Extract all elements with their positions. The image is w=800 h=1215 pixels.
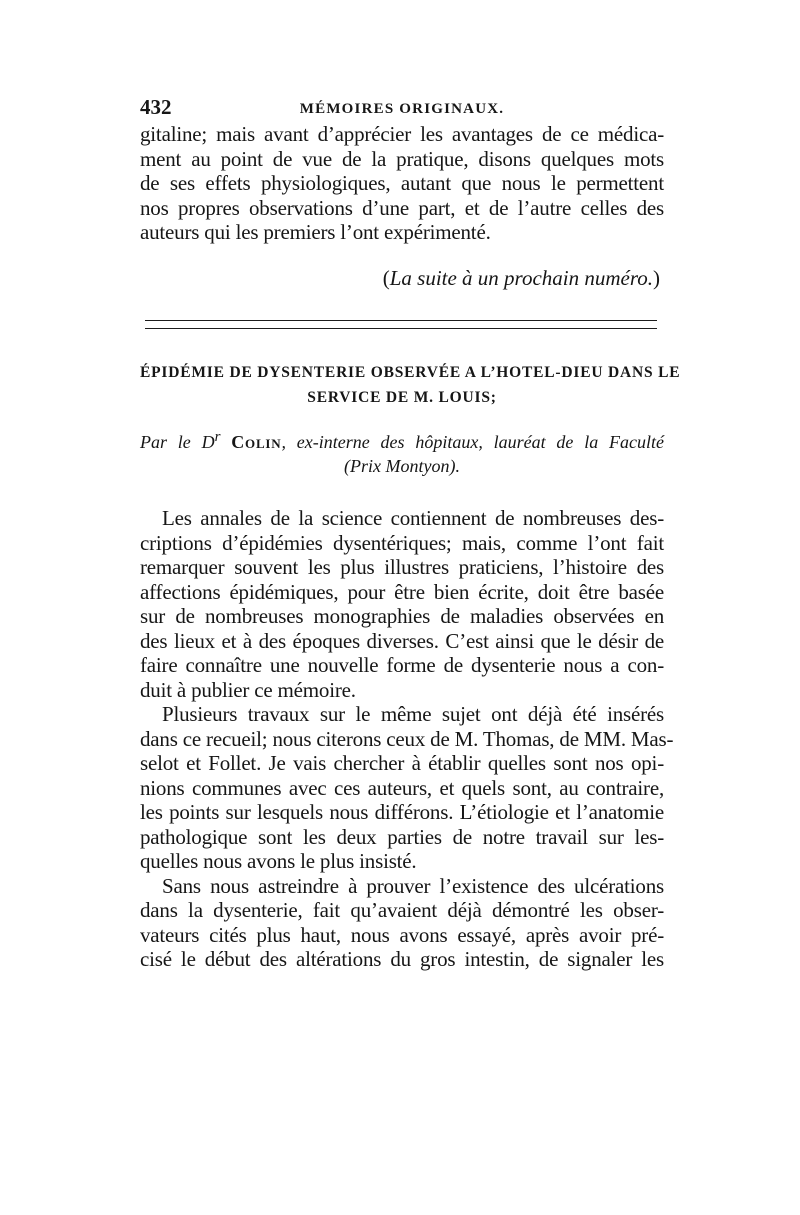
text-line: nions communes avec ces auteurs, et quels sont, au contraire, (140, 775, 664, 800)
text-line: nos propres observations d’une part, et de l’autre celles des (140, 195, 664, 220)
text-line: faire connaître une nouvelle forme de dysenterie nous a con- (140, 653, 664, 677)
article-title-line-1: ÉPIDÉMIE DE DYSENTERIE OBSERVÉE A L’HOTEL-DIEU DANS LE (140, 364, 681, 381)
text-line: affections épidémiques, pour être bien écrite, doit être basée (140, 579, 664, 604)
paragraph (140, 874, 664, 972)
text-line: quelles nous avons le plus insisté. (140, 849, 417, 873)
to-be-continued-note (140, 266, 664, 291)
continued-text (140, 122, 664, 245)
byline-prize: (Prix Montyon). (344, 456, 460, 476)
text-line: des lieux et à des époques diverses. C’est ainsi que le désir de (140, 628, 664, 653)
open-paren: ( (382, 265, 390, 290)
text-line: criptions d’épidémies dysentériques; mais, comme l’ont fait (140, 530, 664, 555)
text-line: duit à publier ce mémoire. (140, 677, 356, 702)
byline (140, 425, 664, 454)
author-name: Colin (231, 432, 282, 452)
text-line: pathologique sont les deux parties de notre travail sur les- (140, 824, 664, 849)
article-title-line-2: SERVICE DE M. LOUIS; (307, 389, 497, 406)
byline-prefix: Par le D (140, 432, 215, 452)
text-line: selot et Follet. Je vais chercher à établir quelles sont nos opi- (140, 751, 664, 775)
text-line: dans la dysenterie, fait qu’avaient déjà démontré les obser- (140, 898, 664, 922)
text-line: sur de nombreuses monographies de maladies observées en (140, 604, 664, 628)
article-body (140, 506, 674, 972)
text-line: Sans nous astreindre à prouver l’existence des ulcérations (162, 873, 664, 898)
section-divider (145, 320, 657, 329)
text-line: vateurs cités plus haut, nous avons essayé, après avoir pré- (140, 922, 664, 947)
text-line: Les annales de la science contiennent de nombreuses des- (162, 506, 664, 530)
journal-title: MÉMOIRES ORIGINAUX. (299, 101, 505, 117)
byline-suffix: , ex-interne des hôpitaux, lauréat de la Faculté (281, 432, 665, 452)
text-line: de ses effets physiologiques, autant que nous le permettent (140, 171, 664, 195)
text-line: gitaline; mais avant d’apprécier les avantages de ce médica- (140, 122, 664, 146)
text-line: auteurs qui les premiers l’ont expérimenté. (140, 220, 491, 244)
text-line: Plusieurs travaux sur le même sujet ont déjà été insérés (162, 702, 664, 726)
text-line: dans ce recueil; nous citerons ceux de M. Thomas, de MM. Mas- (140, 726, 674, 751)
page-number: 432 (140, 95, 172, 119)
text-line: ment au point de vue de la pratique, disons quelques mots (140, 146, 664, 171)
close-paren: ) (653, 265, 660, 290)
text-line: les points sur lesquels nous différons. L’étiologie et l’anatomie (140, 800, 664, 824)
text-line: cisé le début des altérations du gros intestin, de signaler les (140, 947, 664, 971)
paragraph (140, 506, 664, 702)
running-head (140, 92, 664, 122)
paragraph (140, 702, 674, 874)
to-be-continued-text: La suite à un prochain numéro. (389, 265, 653, 290)
book-page (140, 92, 681, 972)
byline-sup: r (214, 429, 221, 445)
text-line: remarquer souvent les plus illustres praticiens, l’histoire des (140, 555, 664, 579)
